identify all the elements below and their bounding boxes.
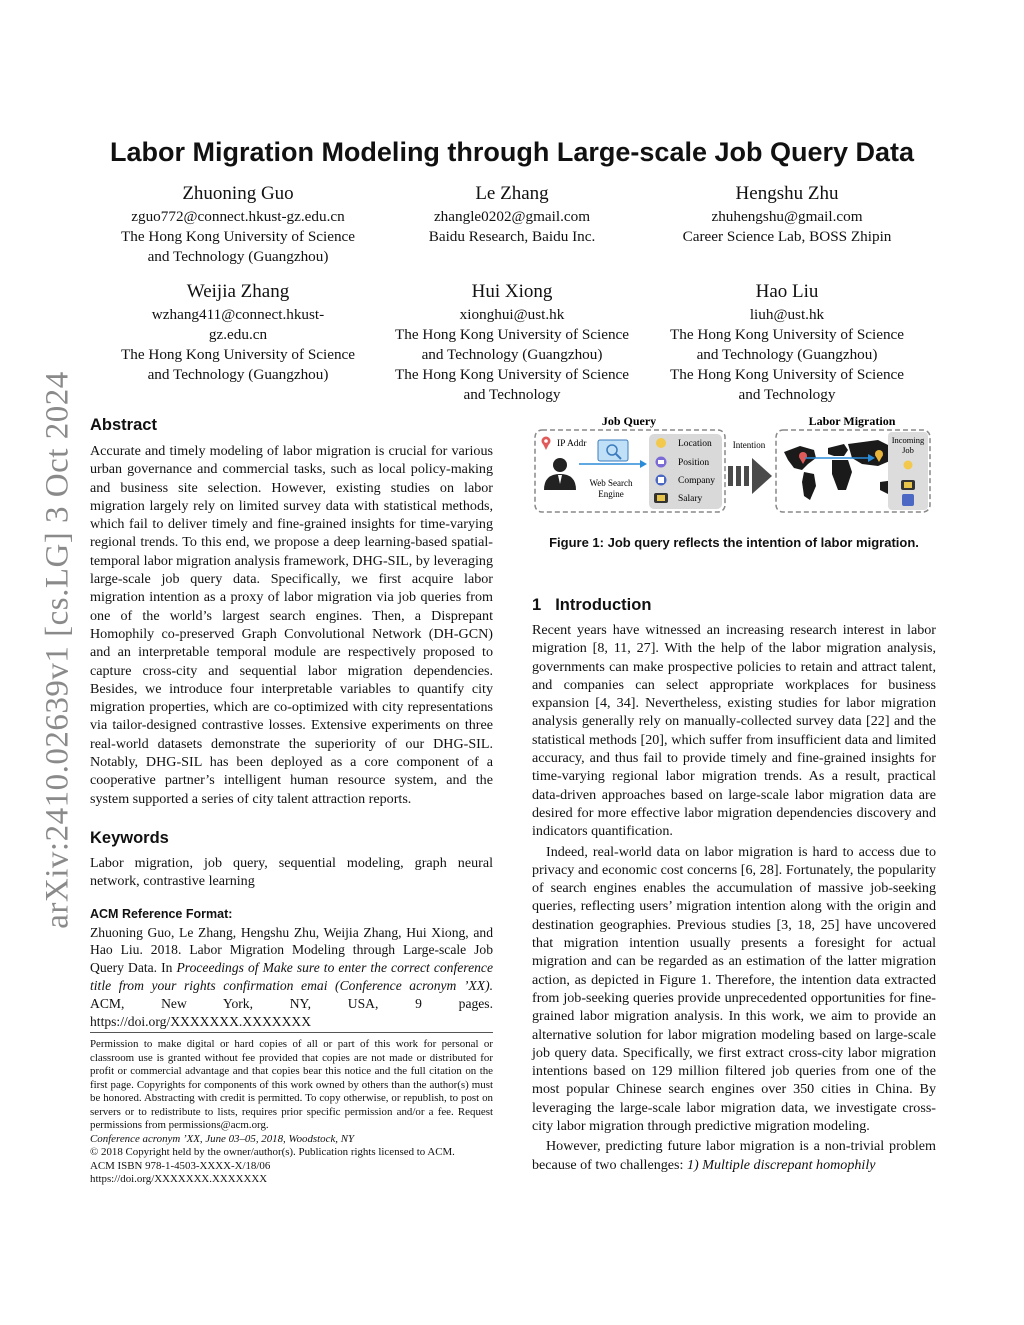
- intro-challenge-italic: 1) Multiple discrepant homophily: [686, 1156, 876, 1173]
- author-affiliation: The Hong Kong University of Science: [120, 228, 356, 245]
- abstract-heading: Abstract: [90, 416, 157, 434]
- author-name: Weijia Zhang: [186, 281, 290, 302]
- incoming-label-line1: Incoming: [891, 435, 925, 445]
- copyright-line: © 2018 Copyright held by the owner/author(s). Publication rights licensed to ACM.: [90, 1146, 455, 1158]
- figure-1-caption: Figure 1: Job query reflects the intention of labor migration.: [549, 535, 919, 550]
- section-title: Introduction: [555, 596, 652, 614]
- author-email: xionghui@ust.hk: [459, 306, 565, 323]
- intention-arrow-icon: [728, 458, 772, 494]
- engine-label-line1: Web Search: [589, 478, 633, 488]
- author-email: wzhang411@connect.hkust-: [151, 306, 325, 323]
- author-block: [637, 181, 937, 247]
- left-column: [90, 414, 493, 1030]
- author-affiliation: The Hong Kong University of Science: [669, 366, 905, 383]
- author-affiliation: and Technology (Guangzhou): [147, 248, 329, 265]
- permission-footnote: [90, 1032, 493, 1187]
- author-block: [88, 181, 388, 267]
- author-affiliation: and Technology (Guangzhou): [421, 346, 603, 363]
- author-email: zguo772@connect.hkust-gz.edu.cn: [131, 208, 345, 225]
- author-email: zhuhengshu@gmail.com: [711, 208, 863, 225]
- keywords-heading: Keywords: [90, 828, 169, 847]
- author-affiliation: and Technology (Guangzhou): [696, 346, 878, 363]
- acm-reference-text: Zhuoning Guo, Le Zhang, Hengshu Zhu, Weijia Zhang, Hui Xiong, and Hao Liu. 2018. Labor Migration Modeling through Large-scale Job Query Data. In Proceedings of Make sure to enter the correct conference title from your rights confirmation emai (Conference acronym ’XX). ACM, New York, NY, USA, 9 pages. https://doi.org/XXXXXXX.XXXXXXX: [90, 924, 493, 1029]
- acm-reference-heading: ACM Reference Format:: [90, 906, 233, 921]
- author-block: [637, 279, 937, 405]
- location-pin-icon: [542, 437, 551, 451]
- author-block: [362, 279, 662, 405]
- author-email: liuh@ust.hk: [749, 306, 825, 323]
- query-arrow-head: [640, 460, 647, 468]
- author-affiliation: and Technology (Guangzhou): [147, 366, 329, 383]
- author-block: [88, 279, 388, 385]
- keywords-text: Labor migration, job query, sequential modeling, graph neural network, contrastive learning: [90, 854, 493, 890]
- conference-line: Conference acronym ’XX, June 03–05, 2018, Woodstock, NY: [90, 1132, 355, 1145]
- author-affiliation: The Hong Kong University of Science: [394, 366, 630, 383]
- figure-1: [532, 410, 936, 520]
- field-salary: Salary: [678, 494, 703, 504]
- author-name: Hengshu Zhu: [735, 183, 839, 204]
- salary-field-icon: [654, 493, 668, 503]
- acm-reference-venue: Proceedings of Make sure to enter the correct conference title from your rights confirmation emai (Conference acronym ’XX).: [90, 960, 493, 993]
- author-affiliation: The Hong Kong University of Science: [669, 326, 905, 343]
- section-number: 1: [532, 596, 542, 614]
- author-name: Le Zhang: [475, 183, 549, 204]
- position-field-icon: [656, 457, 667, 468]
- author-name: Hui Xiong: [471, 281, 553, 302]
- author-name: Hao Liu: [755, 281, 819, 302]
- abstract-text: Accurate and timely modeling of labor migration is crucial for various urban governance and commercial tasks, such as local policy-making and business site selection. However, existing studies on labor migration largely rely on limited survey data with statistical methods, which fail to deliver timely and fine-grained insights for time-varying regional trends. To this end, we propose a deep learning-based spatial-temporal labor migration analysis framework, DHG-SIL, by leveraging large-scale job query data. Specifically, we first acquire labor migration intention as a proxy of labor migration via job queries from one of the world’s largest search engines. Then, a Disprepant Homophily co-preserved Graph Convolutional Network (DH-GCN) and an interpretable temporal module are respectively proposed to capture cross-city and sequential labor migration dependencies. Besides, we introduce four interpretable variables to quantify city migration properties, which are co-optimized with city representations via tailor-designed contrastive losses. Extensive experiments on three real-world datasets demonstrate the superiority of our DHG-SIL. Notably, DHG-SIL has been deployed as a core component of a cooperative partner’s intelligent human resource system, and the system supported a series of city talent attraction reports.: [90, 443, 493, 807]
- field-position: Position: [678, 458, 710, 468]
- author-affiliation: Career Science Lab, BOSS Zhipin: [682, 228, 892, 245]
- intro-paragraph: However, predicting future labor migration is a non-trivial problem because of two challenges: 1) Multiple discrepant homophily: [532, 1138, 936, 1173]
- figure-left-title: Job Query: [601, 414, 657, 428]
- right-column: [532, 621, 936, 1174]
- figure-right-title: Labor Migration: [808, 414, 896, 428]
- incoming-location-icon: [904, 461, 913, 470]
- world-map-icon: [784, 440, 898, 500]
- ip-addr-label: IP Addr: [557, 439, 587, 449]
- permission-text: Permission to make digital or hard copies of all or part of this work for personal or classroom use is granted without fee provided that copies are not made or distributed for profit or commercial advantage and that copies bear this notice and the full citation on the first page. Copyrights for components of this work owned by others than the author(s) must be honored. Abstracting with credit is permitted. To copy otherwise, or republish, to post on servers or to redistribute to lists, requires prior specific permission and/or a fee. Request permissions from permissions@acm.org.: [90, 1038, 493, 1131]
- incoming-salary-icon: [901, 480, 915, 490]
- author-block: [362, 181, 662, 247]
- isbn-line: ACM ISBN 978-1-4503-XXXX-X/18/06: [90, 1159, 271, 1172]
- author-email: gz.edu.cn: [208, 326, 268, 343]
- author-affiliation: and Technology: [463, 386, 561, 403]
- location-field-icon: [656, 438, 666, 448]
- intro-paragraph: Indeed, real-world data on labor migration is hard to access due to privacy and economic cost concerns [6, 28]. Fortunately, the popularity of search engines enables the accumulation of massive job-seeking queries, reflecting users’ migration intention along with the origin and destination geographies. Previous studies [3, 18, 25] have uncovered that migration intention usually presents a foresight for actual migration and can be regarded as an estimation of the latter migration action, as depicted in Figure 1. Therefore, the intention data extracted from job-seeking queries provide unprecedented opportunities for fine-grained labor migration analysis. In this work, we aim to provide an alternative solution for labor migration modeling based on large-scale job query data. Specifically, we first extract cross-city labor migration intentions based on 129 million filtered job queries from one of the most popular Chinese search engines over 350 cities in China. By leveraging the large-scale labor migration data, we investigate cross-city labor migration through predictive migration modeling.: [532, 843, 936, 1135]
- author-name: Zhuoning Guo: [182, 183, 294, 204]
- engine-label-line2: Engine: [598, 489, 624, 499]
- search-engine-icon: [598, 440, 628, 461]
- intro-paragraph: Recent years have witnessed an increasing research interest in labor migration [8, 11, 27]. With the help of the labor migration analysis, governments can make prospective policies to retain and attract talent, and companies can select appropriate workplaces for business expansion [4, 34]. Nevertheless, existing studies for labor migration analysis generally rely on manually-collected survey data [22] and the statistical methods [20], which suffer from insufficient data and limited accuracy, and thus fail to provide timely and fine-grained insights for time-varying regional labor migration trends. As a result, practical data-driven approaches based on large-scale labor migration data are desired for more effective labor migration dependencies discovery and indicators quantification.: [532, 622, 936, 840]
- user-icon: [544, 458, 576, 490]
- doi-line: https://doi.org/XXXXXXX.XXXXXXX: [90, 1173, 268, 1185]
- field-company: Company: [678, 476, 715, 486]
- author-affiliation: The Hong Kong University of Science: [120, 346, 356, 363]
- incoming-label-line2: Job: [902, 445, 914, 455]
- introduction-heading: [532, 594, 936, 616]
- incoming-company-icon: [902, 494, 914, 506]
- figure-1-diagram: [532, 410, 936, 520]
- field-location: Location: [678, 439, 712, 449]
- author-email: zhangle0202@gmail.com: [433, 208, 591, 225]
- author-affiliation: and Technology: [738, 386, 836, 403]
- company-field-icon: [656, 475, 667, 486]
- author-affiliation: The Hong Kong University of Science: [394, 326, 630, 343]
- intention-label: Intention: [732, 440, 766, 450]
- author-affiliation: Baidu Research, Baidu Inc.: [428, 228, 596, 245]
- arxiv-stamp: arXiv:2410.02639v1 [cs.LG] 3 Oct 2024: [39, 371, 76, 929]
- paper-title: Labor Migration Modeling through Large-scale Job Query Data: [109, 137, 915, 167]
